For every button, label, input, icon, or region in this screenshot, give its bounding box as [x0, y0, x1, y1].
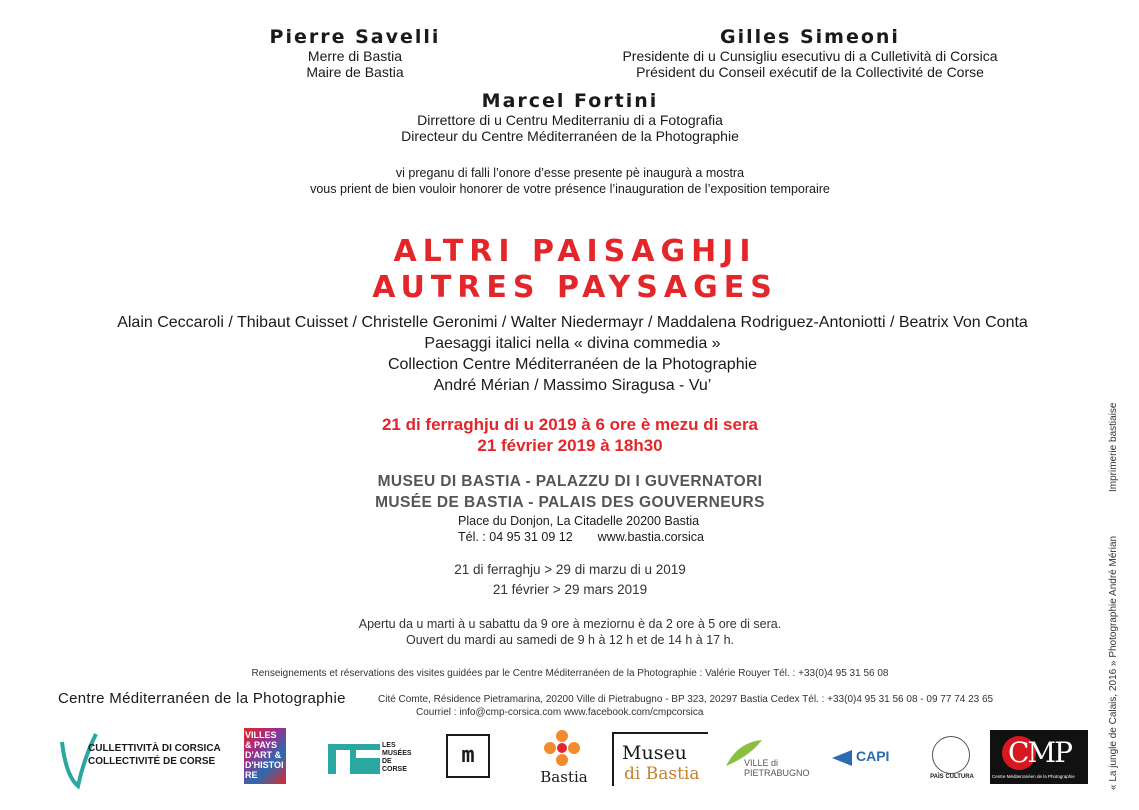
- logo-musees-de-corse: [328, 728, 418, 790]
- capi-arrow-icon: [830, 748, 854, 768]
- invitation-fr: vous prient de bien vouloir honorer de votre présence l’inauguration de l’exposition temporaire: [310, 182, 830, 196]
- invitation-text: [220, 165, 920, 197]
- logo-bastia: [534, 728, 594, 790]
- opening-co: 21 di ferraghju di u 2019 à 6 ore è mezu di sera: [381, 415, 759, 434]
- logo-text: DE: [382, 758, 392, 765]
- logo-pais-cultura: [930, 728, 974, 790]
- host-fortini: [320, 90, 820, 144]
- hours-co: Apertu da u marti à u sabattu da 9 ore à meziornu è da 2 ore à 5 ore di sera.: [358, 617, 782, 631]
- venue-co: MUSEU DI BASTIA - PALAZZU DI I GUVERNATORI: [377, 473, 763, 490]
- title-co: ALTRI PAISAGHJI: [393, 234, 757, 269]
- host-role-fr: Maire de Bastia: [306, 64, 404, 80]
- artists-line: Alain Ceccaroli / Thibaut Cuisset / Christelle Geronimi / Walter Niedermayr / Maddalena Rodriguez-Antoniotti / Beatrix Von Conta: [117, 314, 1028, 331]
- artists-line: Collection Centre Méditerranéen de la Photographie: [387, 356, 758, 373]
- host-name: Pierre Savelli: [269, 26, 441, 48]
- dates-co: 21 di ferraghju > 29 di marzu di u 2019: [454, 562, 686, 577]
- logo-collectivite-de-corse: [58, 728, 221, 790]
- logo-text: MUSÉES: [382, 750, 412, 757]
- invitation-co: vi preganu di falli l’onore d’esse presente pè inaugurà a mostra: [395, 166, 745, 180]
- logo-text: COLLECTIVITÉ DE CORSE: [88, 756, 216, 767]
- venue-contact: [458, 529, 778, 545]
- exhibition-title: [270, 234, 880, 306]
- venue-fr: MUSÉE DE BASTIA - PALAIS DES GOUVERNEURS: [375, 494, 765, 511]
- host-role-fr: Directeur du Centre Méditerranéen de la Photographie: [401, 128, 739, 144]
- logo-museu-di-bastia: [612, 728, 712, 790]
- venue-web[interactable]: www.bastia.corsica: [597, 530, 704, 544]
- opening-fr: 21 février 2019 à 18h30: [477, 436, 663, 455]
- hours-fr: Ouvert du mardi au samedi de 9 h à 12 h et de 14 h à 17 h.: [406, 633, 734, 647]
- logo-text: CAPI: [856, 748, 890, 764]
- host-role-co: Presidente di u Cunsigliu esecutivu di a Culletività di Corsica: [622, 48, 998, 64]
- logo-text: CORSE: [382, 766, 407, 773]
- logo-text: VILLE di PIETRABUGNO: [744, 758, 810, 778]
- credit-printer-text: Imprimerie bastiaise: [1108, 402, 1119, 492]
- logo-text: PAÌS CULTURA: [930, 774, 974, 780]
- logo-text: VILLES & PAYS D'ART & D'HISTOIRE: [245, 730, 284, 780]
- title-fr: AUTRES PAYSAGES: [372, 270, 778, 305]
- venue-address: Place du Donjon, La Citadelle 20200 Bastia: [458, 514, 700, 528]
- logo-text: LES: [382, 742, 396, 749]
- logo-pietrabugno: [724, 728, 824, 790]
- logo-villes-pays-art-histoire: [244, 728, 286, 790]
- logo-text: CMP: [1008, 736, 1071, 769]
- logo-text: Centre Méditerranéen de la Photographie: [992, 774, 1075, 779]
- artists-line: André Mérian / Massimo Siragusa - Vu’: [433, 377, 712, 394]
- org-name: Centre Méditerranéen de la Photographie: [58, 690, 346, 707]
- host-role-co: Merre di Bastia: [307, 48, 403, 64]
- credit-photo-text: « La jungle de Calais, 2016 » Photographie André Mérian: [1108, 535, 1119, 790]
- venue-name: [270, 471, 870, 513]
- logo-text: di Bastia: [624, 764, 700, 784]
- host-name: Marcel Fortini: [481, 90, 659, 112]
- exhibition-dates: [370, 560, 770, 600]
- logo-text: Museu: [622, 742, 687, 764]
- host-role-fr: Président du Conseil exécutif de la Collectivité de Corse: [636, 64, 984, 80]
- m-logo-icon: m: [446, 734, 490, 778]
- host-savelli: [200, 26, 510, 80]
- opening-date: [270, 414, 870, 456]
- logo-text: Bastia: [540, 768, 588, 786]
- logo-capi: [830, 728, 916, 790]
- host-name: Gilles Simeoni: [720, 26, 900, 48]
- host-simeoni: [560, 26, 1060, 80]
- logo-m-mark: [446, 728, 492, 790]
- logo-cmp: [990, 730, 1088, 784]
- artists-line: Paesaggi italici nella « divina commedia »: [424, 335, 721, 352]
- bastia-flower-icon: [542, 728, 582, 768]
- dates-fr: 21 février > 29 mars 2019: [492, 582, 648, 597]
- org-address: Cité Comte, Résidence Pietramarina, 20200 Ville di Pietrabugno - BP 323, 20297 Bastia Cedex Tél. : +33(0)4 95 31 56 08 - 09 77 74 23 65: [378, 694, 994, 705]
- pais-circle-icon: [932, 736, 970, 774]
- host-role-co: Dirrettore di u Centru Mediterraniu di a Fotografia: [417, 112, 723, 128]
- opening-hours: [270, 616, 870, 648]
- artists-list: [60, 312, 1085, 396]
- org-contact[interactable]: Courriel : info@cmp-corsica.com www.facebook.com/cmpcorsica: [416, 707, 704, 718]
- venue-tel: Tél. : 04 95 31 09 12: [458, 530, 573, 544]
- musees-mark-icon: [328, 744, 380, 774]
- logo-text: CULLETTIVITÀ DI CORSICA: [88, 743, 221, 754]
- reservations-info: Renseignements et réservations des visites guidées par le Centre Méditerranéen de la Photographie : Valérie Rouyer Tél. : +33(0)4 95 31 56 08: [251, 668, 889, 679]
